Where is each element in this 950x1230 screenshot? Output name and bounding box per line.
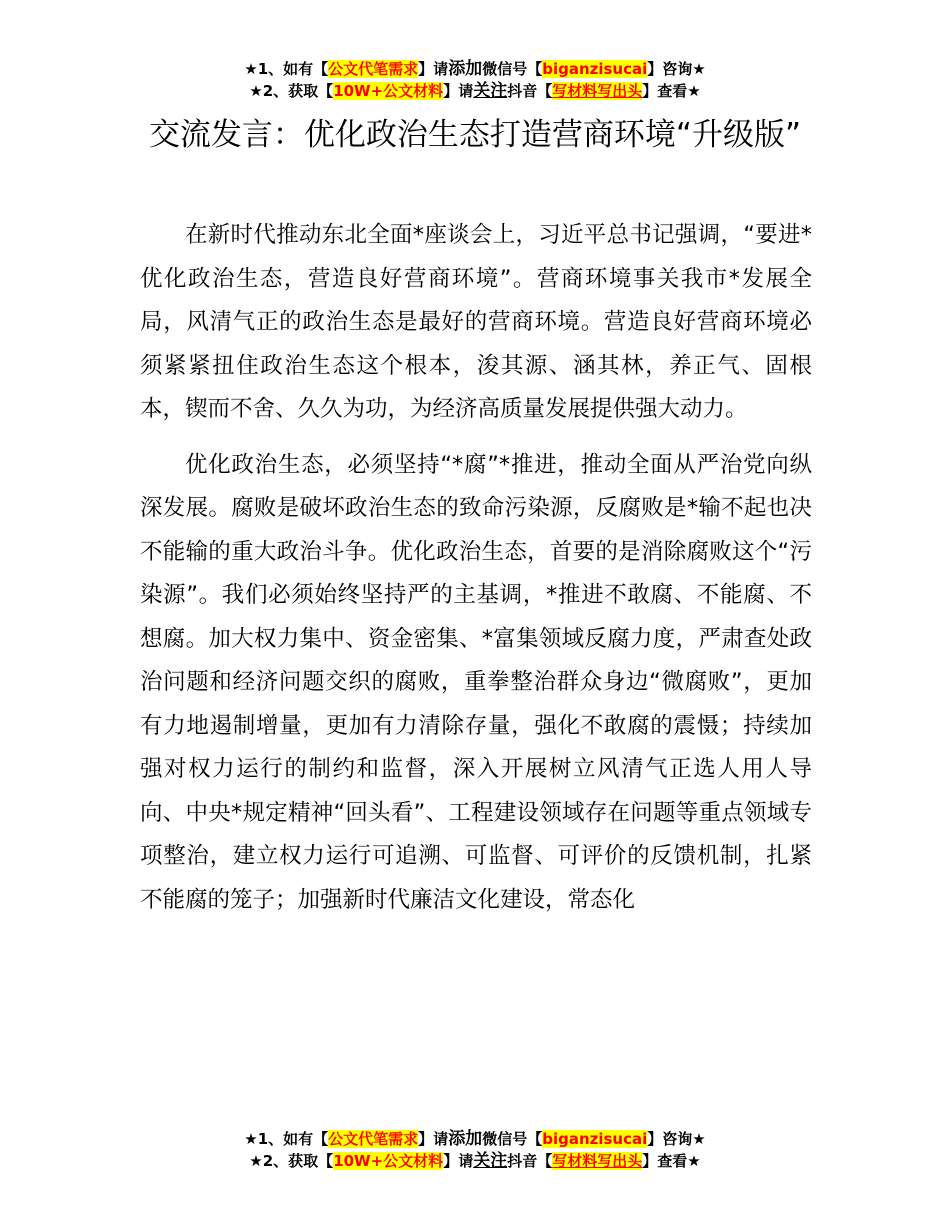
banner-highlight: 公文代笔需求	[328, 1130, 419, 1148]
footer-banner	[0, 1128, 950, 1172]
banner-highlight: 10W+公文材料	[333, 82, 444, 100]
banner-wechat-id: biganzisucai	[542, 1130, 648, 1148]
document-body	[140, 214, 812, 922]
banner-line-2: ★2、获取【10W+公文材料】请关注抖音【写材料写出头】查看★	[249, 1151, 701, 1171]
banner-highlight: 10W+公文材料	[333, 1152, 444, 1170]
body-paragraph: 在新时代推动东北全面*座谈会上，习近平总书记强调，“要进*优化政治生态，营造良好营商环境”。营商环境事关我市*发展全局，风清气正的政治生态是最好的营商环境。营造良好营商环境必须紧紧扭住政治生态这个根本，浚其源、涵其林，养正气、固根本，锲而不舍、久久为功，为经济高质量发展提供强大动力。	[140, 222, 812, 422]
body-paragraph: 优化政治生态，必须坚持“*腐”*推进，推动全面从严治党向纵深发展。腐败是破坏政治生态的致命污染源，反腐败是*输不起也决不能输的重大政治斗争。优化政治生态，首要的是消除腐败这个“污染源”。我们必须始终坚持严的主基调，*推进不敢腐、不能腐、不想腐。加大权力集中、资金密集、*富集领域反腐力度，严肃查处政治问题和经济问题交织的腐败，重拳整治群众身边“微腐败”，更加有力地遏制增量，更加有力清除存量，强化不敢腐的震慑；持续加强对权力运行的制约和监督，深入开展树立风清气正选人用人导向、中央*规定精神“回头看”、工程建设领域存在问题等重点领域专项整治，建立权力运行可追溯、可监督、可评价的反馈机制，扎紧不能腐的笼子；加强新时代廉洁文化建设，常态化	[140, 451, 812, 913]
banner-line-1: ★1、如有【公文代笔需求】请添加微信号【biganzisucai】咨询★	[244, 1129, 706, 1149]
banner-line-1: ★1、如有【公文代笔需求】请添加微信号【biganzisucai】咨询★	[244, 59, 706, 79]
document-title: 交流发言：优化政治生态打造营商环境“升级版”	[148, 117, 802, 153]
banner-wechat-id: biganzisucai	[542, 60, 648, 78]
banner-douyin-id: 写材料写出头	[552, 1152, 643, 1170]
banner-line-2: ★2、获取【10W+公文材料】请关注抖音【写材料写出头】查看★	[249, 81, 701, 101]
banner-douyin-id: 写材料写出头	[552, 82, 643, 100]
banner-highlight: 公文代笔需求	[328, 60, 419, 78]
header-banner	[0, 58, 950, 102]
